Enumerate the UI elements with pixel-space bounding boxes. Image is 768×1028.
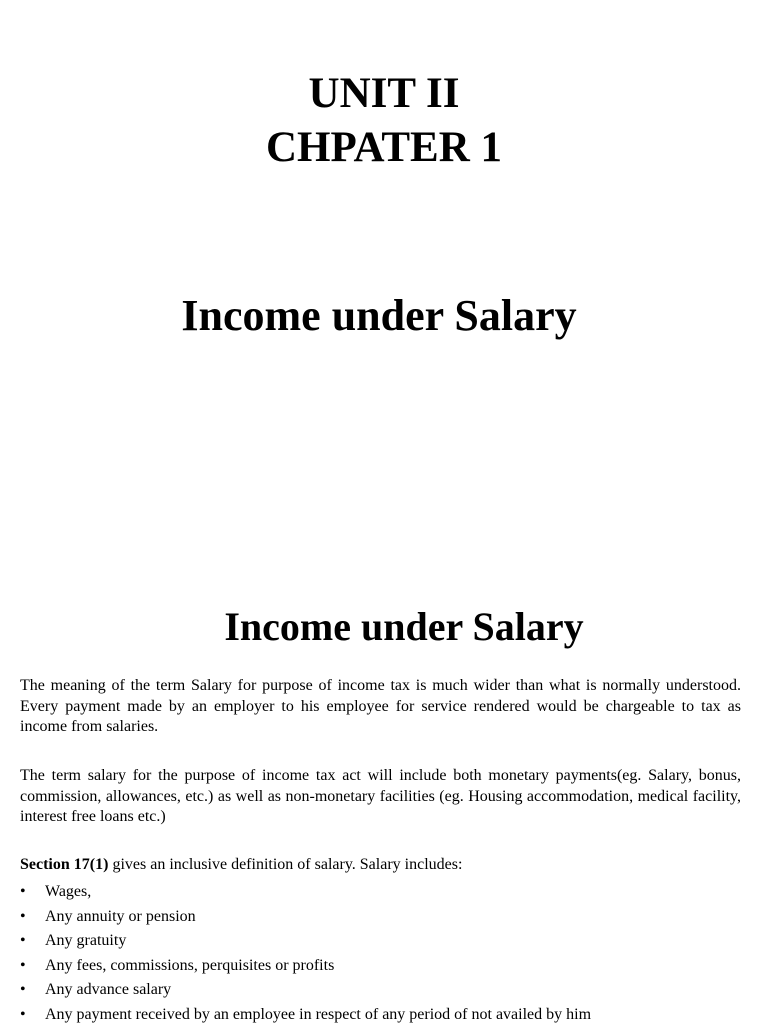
content-slide [0, 600, 768, 1024]
bullet-icon: • [20, 932, 26, 950]
paragraph-definition [20, 855, 741, 876]
list-item-text: Any payment received by an employee in respect of any period of not availed by him [45, 1005, 592, 1023]
list-item [20, 954, 750, 979]
unit-heading: UNIT II [308, 70, 460, 117]
list-item-text: Any gratuity [45, 932, 127, 950]
section-reference: Section 17(1) [20, 856, 109, 873]
salary-includes-list [20, 880, 750, 1028]
list-item [20, 880, 750, 905]
bullet-icon: • [20, 907, 26, 925]
list-item-text: Wages, [45, 883, 92, 900]
list-item [20, 929, 750, 954]
list-item-text: Any annuity or pension [45, 907, 196, 925]
bullet-icon: • [20, 883, 26, 900]
list-item-text: Any fees, commissions, perquisites or profits [45, 956, 335, 974]
section-title: Income under Salary [224, 604, 584, 649]
definition-text: gives an inclusive definition of salary. Salary includes: [108, 856, 463, 873]
list-item [20, 978, 750, 1003]
paragraph-meaning: The meaning of the term Salary for purpose of income tax is much wider than what is normally understood. Every payment made by an employer to his employee for service rendered would be chargeable to tax as income from salaries. [20, 677, 741, 735]
bullet-icon: • [20, 956, 26, 974]
chapter-heading: CHPATER 1 [265, 124, 503, 171]
list-item-text: Any advance salary [45, 981, 172, 999]
bullet-icon: • [20, 1005, 26, 1023]
bullet-icon: • [20, 981, 26, 999]
paragraph-scope: The term salary for the purpose of income tax act will include both monetary payments(eg. Salary, bonus, commission, allowances, etc.) as well as non-monetary facilities (eg. Housing accommodation, medical facility, interest free loans etc.) [20, 767, 741, 825]
list-item [20, 905, 750, 930]
cover-title: Income under Salary [181, 291, 577, 340]
